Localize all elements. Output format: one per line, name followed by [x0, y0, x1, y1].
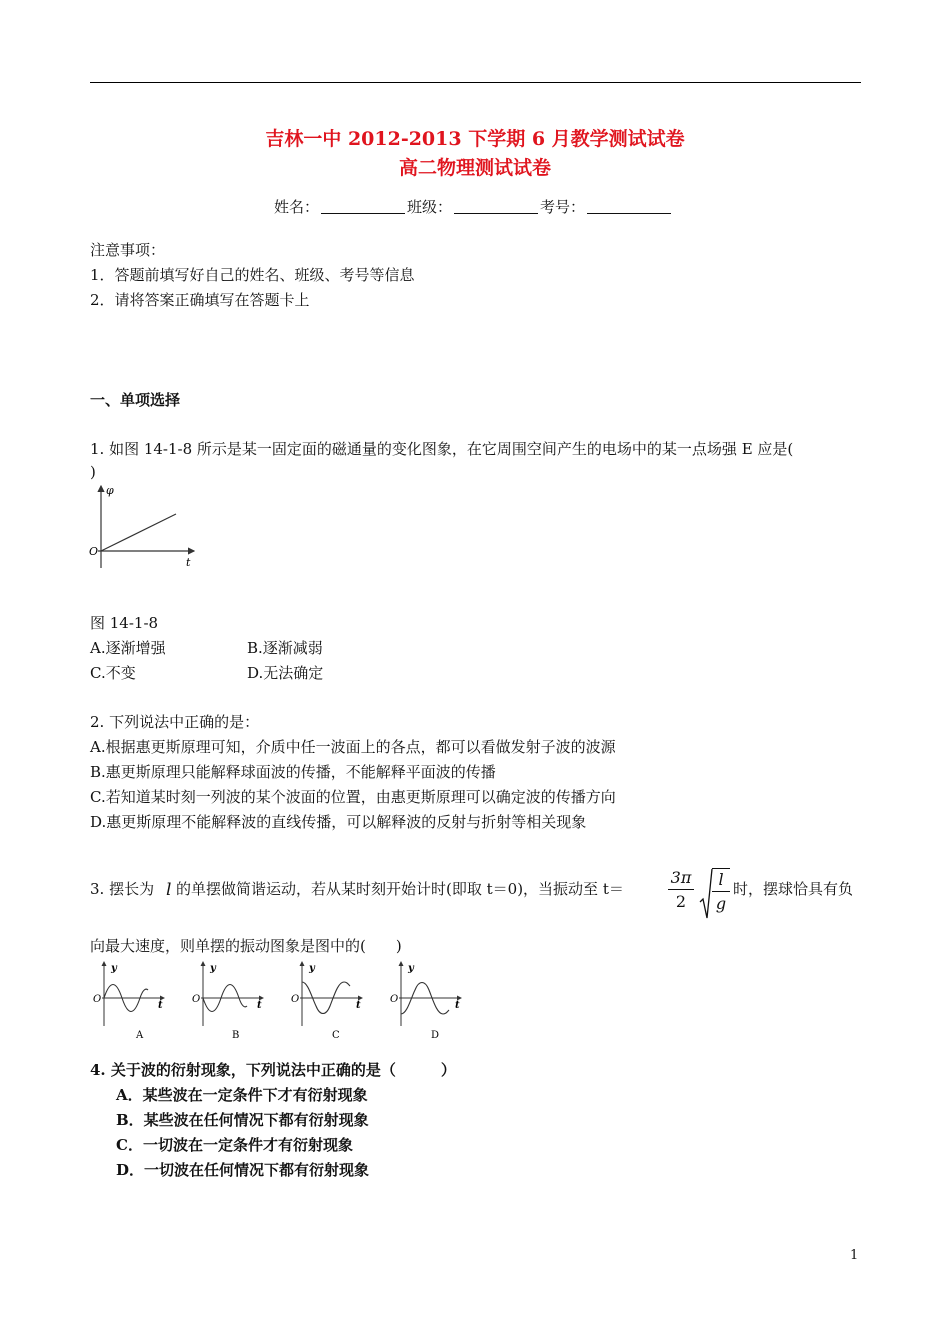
id-label: 考号： — [540, 198, 586, 216]
sqrt-symbol-icon — [699, 868, 713, 922]
graph-letter: A — [136, 1030, 144, 1041]
graph-x-label: t — [356, 1000, 361, 1011]
y-axis-label: φ — [106, 484, 114, 497]
graph-a — [93, 962, 164, 1041]
q1-option: D.无法确定 — [247, 664, 324, 682]
class-label: 班级： — [407, 198, 453, 216]
notes-heading: 注意事项： — [90, 241, 166, 259]
note-item: 2．请将答案正确填写在答题卡上 — [90, 291, 310, 309]
q2-option: A.根据惠更斯原理可知，介质中任一波面上的各点，都可以看做发射子波的波源 — [90, 738, 616, 756]
q1-flux-graph — [84, 480, 204, 572]
q1-option: C.不变 — [90, 664, 136, 682]
graph-y-label: y — [309, 963, 315, 974]
graph-b — [192, 962, 263, 1041]
student-info-row — [274, 196, 673, 217]
q3-var-l: l — [166, 880, 172, 900]
graph-d — [390, 962, 461, 1041]
q4-stem: 4. 关于波的衍射现象，下列说法中正确的是（ ） — [90, 1061, 456, 1079]
graph-y-label: y — [408, 963, 414, 974]
q3-vibration-graphs — [86, 956, 476, 1046]
header-rule — [90, 82, 861, 83]
q3-stem-part2: 的单摆做简谐运动，若从某时刻开始计时(即取 t＝0)，当振动至 t＝ — [176, 880, 624, 898]
q3-frac-numerator: 3π — [668, 868, 694, 890]
graph-x-label: t — [257, 1000, 262, 1011]
q1-stem-cont: ) — [90, 463, 96, 481]
x-axis-label: t — [186, 556, 191, 569]
q4-option: D．一切波在任何情况下都有衍射现象 — [116, 1161, 370, 1179]
q3-stem-part3: 时，摆球恰具有负 — [733, 880, 854, 898]
q1-stem: 1. 如图 14-1-8 所示是某一固定面的磁通量的变化图象，在它周围空间产生的电场中的某一点场强 E 应是( — [90, 440, 794, 458]
graph-y-label: y — [210, 963, 216, 974]
q2-option: C.若知道某时刻一列波的某个波面的位置，由惠更斯原理可以确定波的传播方向 — [90, 788, 616, 806]
exam-subtitle: 高二物理测试试卷 — [398, 157, 551, 179]
graph-origin-label: O — [291, 994, 300, 1005]
q2-option: B.惠更斯原理只能解释球面波的传播，不能解释平面波的传播 — [90, 763, 496, 781]
q3-sqrt-fraction — [712, 868, 730, 913]
q2-option: D.惠更斯原理不能解释波的直线传播，可以解释波的反射与折射等相关现象 — [90, 813, 587, 831]
graph-y-label: y — [111, 963, 117, 974]
graph-x-label: t — [158, 1000, 163, 1011]
graph-letter: B — [232, 1030, 240, 1041]
graph-c — [291, 962, 362, 1041]
graph-origin-label: O — [390, 994, 399, 1005]
q4-option: B．某些波在任何情况下都有衍射现象 — [116, 1111, 369, 1129]
q4-option: C．一切波在一定条件才有衍射现象 — [116, 1136, 353, 1154]
page-number: 1 — [850, 1248, 859, 1263]
graph-letter: C — [332, 1030, 340, 1041]
q1-figure-caption: 图 14-1-8 — [90, 614, 159, 632]
name-label: 姓名： — [274, 198, 320, 216]
q3-stem-part1: 3. 摆长为 — [90, 880, 155, 898]
q3-sqrt-denominator: g — [715, 894, 727, 913]
q1-option: A.逐渐增强 — [90, 639, 166, 657]
section-title: 一、单项选择 — [90, 391, 181, 409]
note-item: 1．答题前填写好自己的姓名、班级、考号等信息 — [90, 266, 415, 284]
q3-sqrt-numerator: l — [712, 869, 730, 892]
graph-x-label: t — [455, 1000, 460, 1011]
q3-stem-line2: 向最大速度，则单摆的振动图象是图中的( ) — [90, 937, 402, 955]
q2-stem: 2. 下列说法中正确的是： — [90, 713, 260, 731]
exam-title: 吉林一中 2012-2013 下学期 6 月教学测试试卷 — [265, 128, 685, 150]
class-blank — [454, 199, 538, 214]
graph-origin-label: O — [192, 994, 201, 1005]
id-blank — [587, 199, 671, 214]
flux-line — [101, 514, 176, 551]
name-blank — [321, 199, 405, 214]
graph-letter: D — [431, 1030, 440, 1041]
graph-origin-label: O — [93, 994, 102, 1005]
q4-option: A．某些波在一定条件下才有衍射现象 — [116, 1086, 368, 1104]
q3-frac-denominator: 2 — [675, 892, 687, 911]
origin-label: O — [89, 545, 99, 558]
q1-option: B.逐渐减弱 — [247, 639, 323, 657]
q3-fraction — [668, 868, 694, 911]
